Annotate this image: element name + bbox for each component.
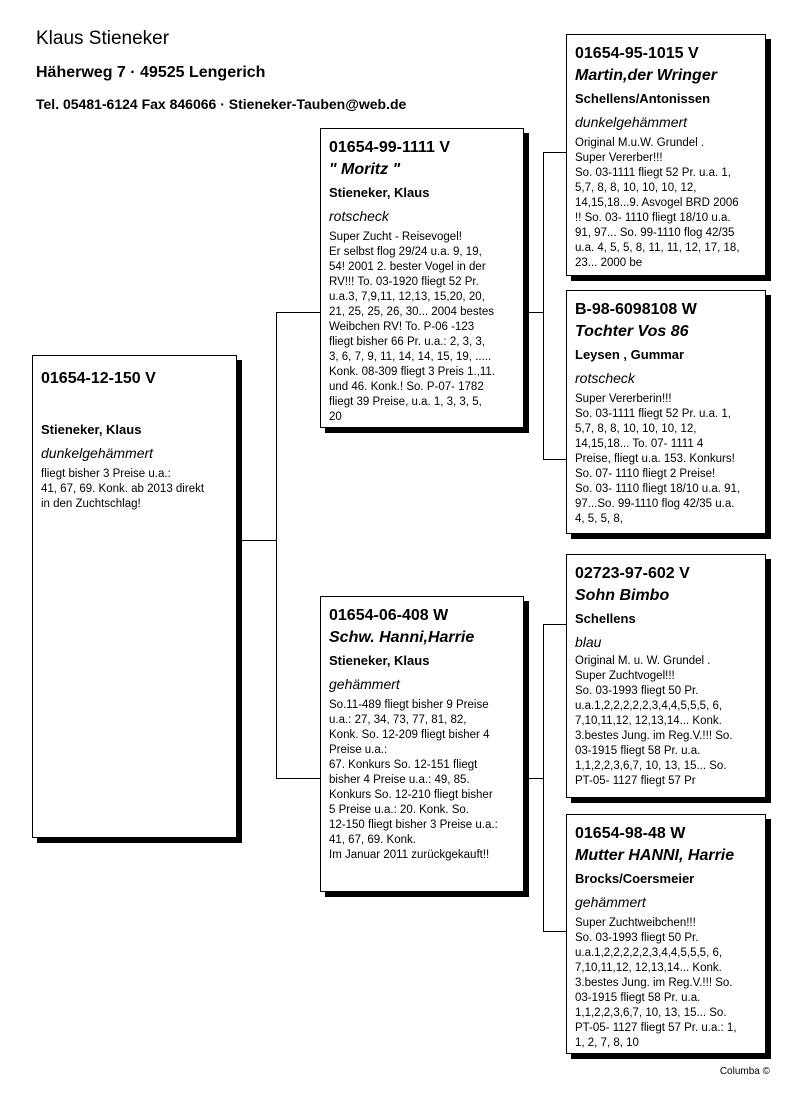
breeder: Brocks/Coersmeier xyxy=(575,871,695,886)
pigeon-name: " Moritz " xyxy=(329,161,401,178)
description: So.11-489 fliegt bisher 9 Preise u.a.: 27, 34, 73, 77, 81, 82, Konk. So. 12-209 fliegt bisher 4 Preise u.a.: 67. Konkurs So. 12-151 fliegt bisher 4 Preise u.a.: 49, 85. Konkurs So. 12-210 fliegt bisher 5 Preise u.a.: 20. Konk. So. 12-150 fliegt bisher 3 Preise u.a.: 41, 67, 69. Konk. Im Januar 2011 zurückgekauft!! xyxy=(329,699,498,861)
owner-name: Klaus Stieneker xyxy=(36,28,170,49)
pigeon-color: gehämmert xyxy=(575,894,646,910)
connector-line xyxy=(276,312,321,313)
connector-line xyxy=(543,152,544,460)
connector-line xyxy=(236,540,276,541)
connector-line xyxy=(524,312,544,313)
pigeon-name: Sohn Bimbo xyxy=(575,587,670,604)
breeder: Schellens xyxy=(575,611,636,626)
description: fliegt bisher 3 Preise u.a.: 41, 67, 69. Konk. ab 2013 direkt in den Zuchtschlag! xyxy=(41,468,205,510)
connector-line xyxy=(543,624,566,625)
pigeon-color: dunkelgehämmert xyxy=(41,445,154,461)
pigeon-color: dunkelgehämmert xyxy=(575,114,688,130)
pigeon-color: rotscheck xyxy=(329,208,389,224)
description: Super Vererberin!!! So. 03-1111 fliegt 52 Pr. u.a. 1, 5,7, 8, 8, 10, 10, 10, 12, 14,15,18... To. 07- 1111 4 Preise, fliegt u.a. 153. Konkurs! So. 07- 1110 fliegt 2 Preise! So. 03- 1110 fliegt 18/10 u.a. 91, 97...So. 99-1110 flog 42/35 u.a. 4, 5, 5, 8, xyxy=(575,393,741,525)
pigeon-color: blau xyxy=(575,634,602,650)
ring-number: 01654-06-408 W xyxy=(329,607,449,624)
breeder: Schellens/Antonissen xyxy=(575,91,711,106)
owner-address: Häherweg 7 · 49525 Lengerich xyxy=(36,64,266,81)
sire-dam-card xyxy=(566,290,766,534)
connector-line xyxy=(543,931,566,932)
owner-contact: Tel. 05481-6124 Fax 846066 · Stieneker-Tauben@web.de xyxy=(36,96,407,112)
subject-pigeon-card xyxy=(32,355,237,838)
connector-line xyxy=(543,459,566,460)
ring-number: 02723-97-602 V xyxy=(575,565,690,582)
connector-line xyxy=(276,312,277,779)
connector-line xyxy=(543,624,544,932)
ring-number: 01654-99-1111 V xyxy=(329,139,451,156)
connector-line xyxy=(543,152,566,153)
ring-number: 01654-98-48 W xyxy=(575,825,686,842)
description: Super Zuchtweibchen!!! So. 03-1993 fliegt 50 Pr. u.a.1,2,2,2,2,2,3,4,4,5,5,5, 6, 7,10,11,12, 12,13,14... Konk. 3.bestes Jung. im Reg.V.!!! So. 03-1915 fliegt 58 Pr. u.a. 1,1,2,2,3,6,7, 10, 13, 15... So. PT-05- 1127 fliegt 57 Pr. u.a.: 1, 1, 2, 7, 8, 10 xyxy=(575,917,737,1049)
ring-number: 01654-95-1015 V xyxy=(575,45,699,62)
dam-dam-card xyxy=(566,814,766,1054)
sire-card xyxy=(320,128,524,428)
sire-sire-card xyxy=(566,34,766,276)
pigeon-name: Mutter HANNI, Harrie xyxy=(575,847,735,864)
breeder: Stieneker, Klaus xyxy=(41,422,142,437)
description: Super Zucht - Reisevogel! Er selbst flog 29/24 u.a. 9, 19, 54! 2001 2. bester Vogel in der RV!!! To. 03-1920 fliegt 52 Pr. u.a.3, 7,9,11, 12,13, 15,20, 20, 21, 25, 25, 26, 30... 2004 bestes Weibchen RV! To. P-06 -123 fliegt bisher 66 Pr. u.a.: 2, 3, 3, 3, 6, 7, 9, 11, 14, 14, 15, 19, ..... Konk. 08-309 fliegt 3 Preis 1.,11. und 46. Konk.! So. P-07- 1782 fliegt 39 Preise, u.a. 1, 3, 3, 5, 20 xyxy=(329,231,495,423)
pigeon-color: gehämmert xyxy=(329,676,400,692)
description: Original M. u. W. Grundel . Super Zuchtvogel!!! So. 03-1993 fliegt 50 Pr. u.a.1,2,2,2,2,2,3,4,4,5,5,5, 6, 7,10,11,12, 12,13,14... Konk. 3.bestes Jung. im Reg.V.!!! So. 03-1915 fliegt 58 Pr. u.a. 1,1,2,2,3,6,7, 10, 13, 15... So. PT-05- 1127 fliegt 57 Pr xyxy=(575,655,733,787)
connector-line xyxy=(524,778,544,779)
breeder: Stieneker, Klaus xyxy=(329,185,430,200)
dam-card xyxy=(320,596,524,892)
pigeon-name: Schw. Hanni,Harrie xyxy=(329,629,475,646)
description: Original M.u.W. Grundel . Super Vererber!!! So. 03-1111 fliegt 52 Pr. u.a. 1, 5,7, 8, 8, 10, 10, 10, 12, 14,15,18...9. Asvogel BRD 2006 !! So. 03- 1110 fliegt 18/10 u.a. 91, 97... So. 99-1110 flog 42/35 u.a. 4, 5, 5, 8, 11, 11, 12, 17, 18, 23... 2000 be xyxy=(575,137,740,269)
footer-credit: Columba © xyxy=(719,1066,770,1077)
breeder: Stieneker, Klaus xyxy=(329,653,430,668)
breeder: Leysen , Gummar xyxy=(575,347,685,362)
connector-line xyxy=(276,778,321,779)
pigeon-color: rotscheck xyxy=(575,370,635,386)
dam-sire-card xyxy=(566,554,766,798)
pigeon-name: Martin,der Wringer xyxy=(575,67,717,84)
ring-number: B-98-6098108 W xyxy=(575,301,697,318)
pigeon-name: Tochter Vos 86 xyxy=(575,323,689,340)
ring-number: 01654-12-150 V xyxy=(41,370,156,387)
